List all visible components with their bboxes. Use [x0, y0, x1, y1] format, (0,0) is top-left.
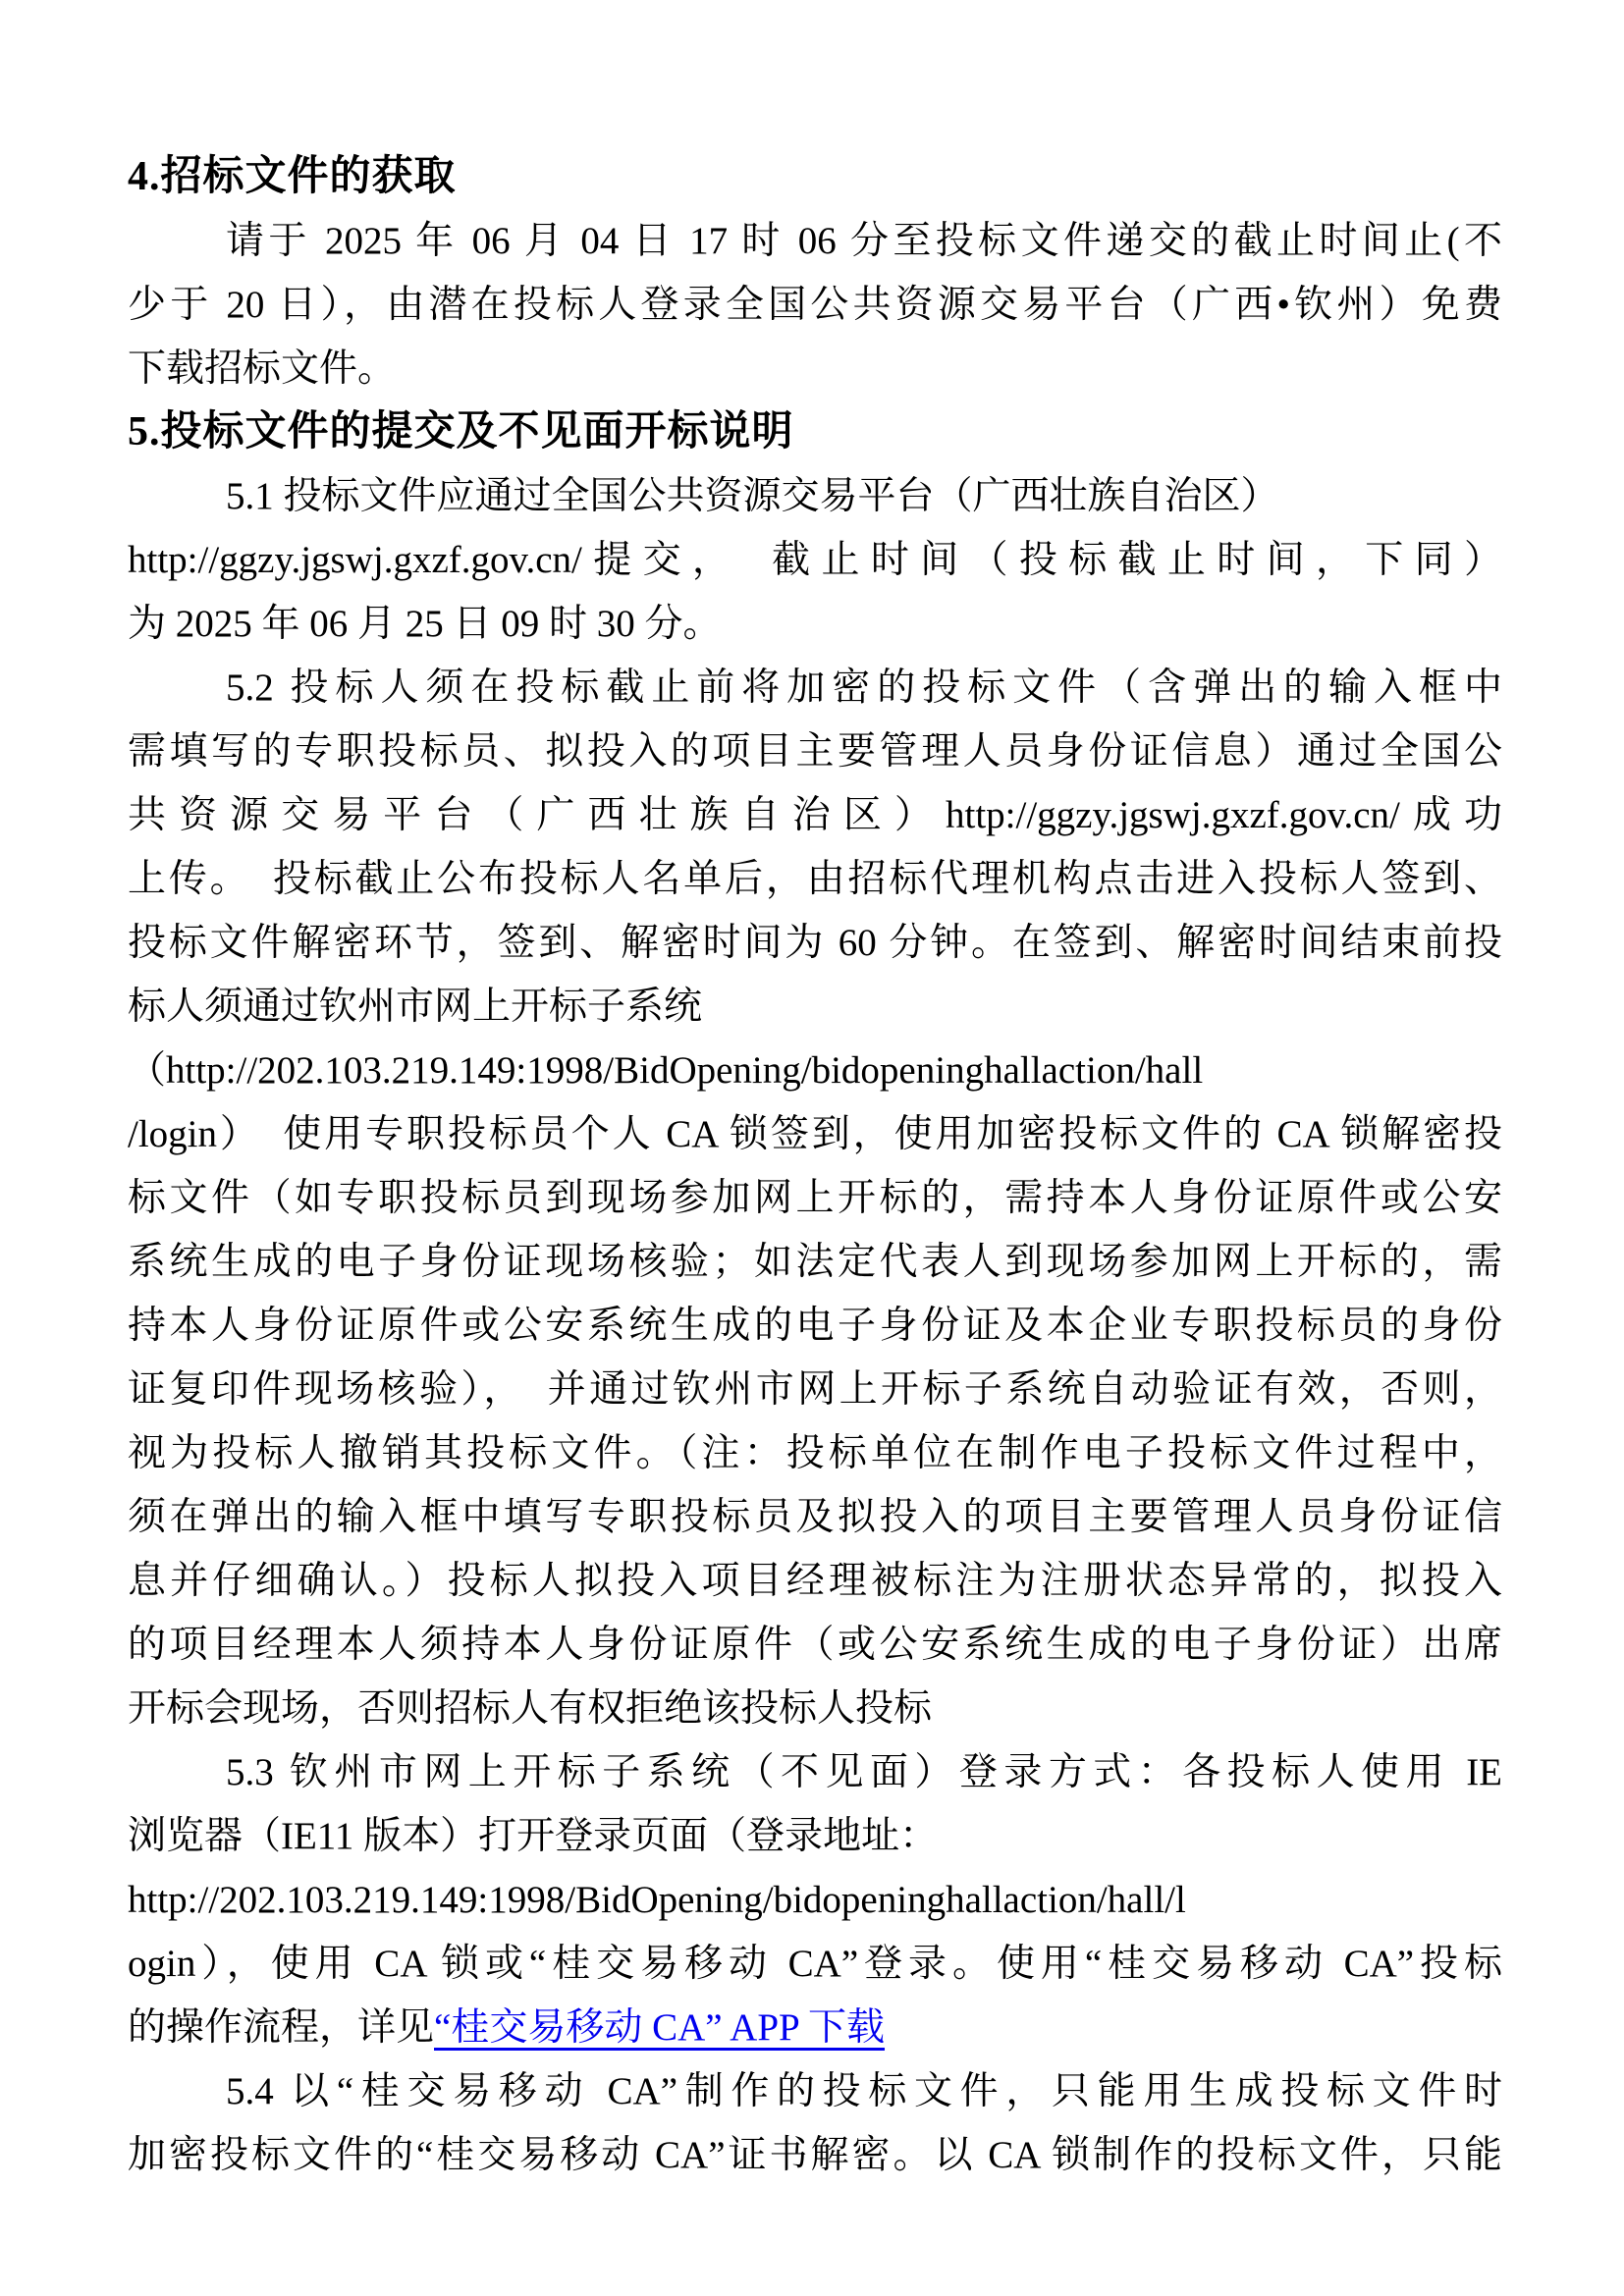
- text-line: ogin），使用 CA 锁或“桂交易移动 CA”登录。使用“桂交易移动 CA”投标: [128, 1943, 1502, 1985]
- text-line: 5.1 投标文件应通过全国公共资源交易平台（广西壮族自治区）: [226, 475, 1279, 517]
- text-line: 加密投标文件的“桂交易移动 CA”证书解密。以 CA 锁制作的投标文件，只能: [128, 2134, 1502, 2176]
- text-line: 5.4 以“桂交易移动 CA”制作的投标文件，只能用生成投标文件时: [226, 2070, 1502, 2112]
- text-line: 投标文件解密环节，签到、解密时间为 60 分钟。在签到、解密时间结束前投: [128, 922, 1502, 964]
- text-line: 标文件（如专职投标员到现场参加网上开标的，需持本人身份证原件或公安: [128, 1177, 1502, 1219]
- section-4-heading: 4.招标文件的获取: [128, 154, 457, 199]
- text-line: 标人须通过钦州市网上开标子系统: [128, 986, 703, 1028]
- text-line: 5.2 投标人须在投标截止前将加密的投标文件（含弹出的输入框中: [226, 667, 1502, 709]
- text-line: 浏览器（IE11 版本）打开登录页面（登录地址：: [128, 1815, 939, 1857]
- text-line: 下载招标文件。: [128, 347, 397, 390]
- text-line: 需填写的专职投标员、拟投入的项目主要管理人员身份证信息）通过全国公: [128, 730, 1502, 773]
- text-line: 共资源交易平台（广西壮族自治区）http://ggzy.jgswj.gxzf.gov.cn/成功: [128, 794, 1502, 836]
- text-line: 的项目经理本人须持本人身份证原件（或公安系统生成的电子身份证）出席: [128, 1624, 1502, 1666]
- text-line: 为 2025 年 06 月 25 日 09 时 30 分。: [128, 603, 722, 645]
- mobile-ca-app-download-link[interactable]: “桂交易移动 CA” APP 下载: [434, 2006, 886, 2049]
- text-line: 视为投标人撤销其投标文件。（注：投标单位在制作电子投标文件过程中，: [128, 1432, 1502, 1474]
- text-line: 须在弹出的输入框中填写专职投标员及拟投入的项目主要管理人员身份证信: [128, 1496, 1502, 1538]
- text-line: /login） 使用专职投标员个人 CA 锁签到，使用加密投标文件的 CA 锁解密投: [128, 1113, 1502, 1155]
- text-line: http://ggzy.jgswj.gxzf.gov.cn/提交， 截止时间（投标截止时间，下同）: [128, 539, 1502, 581]
- text-line: 少于 20 日），由潜在投标人登录全国公共资源交易平台（广西•钦州）免费: [128, 284, 1502, 326]
- text-line: 持本人身份证原件或公安系统生成的电子身份证及本企业专职投标员的身份: [128, 1305, 1502, 1347]
- text-line: 5.3 钦州市网上开标子系统（不见面）登录方式：各投标人使用 IE: [226, 1751, 1502, 1793]
- text-line: 开标会现场，否则招标人有权拒绝该投标人投标: [128, 1687, 933, 1730]
- text-line: 系统生成的电子身份证现场核验；如法定代表人到现场参加网上开标的，需: [128, 1241, 1502, 1283]
- text-line: 上传。 投标截止公布投标人名单后，由招标代理机构点击进入投标人签到、: [128, 858, 1502, 900]
- link-line-prefix: 的操作流程，详见: [128, 2006, 435, 2049]
- text-line: [128, 1996, 1502, 2059]
- text-line: （http://202.103.219.149:1998/BidOpening/bidopeninghallaction/hall: [128, 1049, 1204, 1092]
- text-line: http://202.103.219.149:1998/BidOpening/bidopeninghallaction/hall/l: [128, 1879, 1186, 1921]
- text-line: 证复印件现场核验）， 并通过钦州市网上开标子系统自动验证有效，否则，: [128, 1368, 1502, 1411]
- document-body: [128, 145, 1502, 2187]
- text-line: 请于 2025 年 06 月 04 日 17 时 06 分至投标文件递交的截止时间止(不: [226, 220, 1502, 262]
- text-line: 息并仔细确认。）投标人拟投入项目经理被标注为注册状态异常的，拟投入: [128, 1560, 1502, 1602]
- section-5-heading: 5.投标文件的提交及不见面开标说明: [128, 409, 794, 454]
